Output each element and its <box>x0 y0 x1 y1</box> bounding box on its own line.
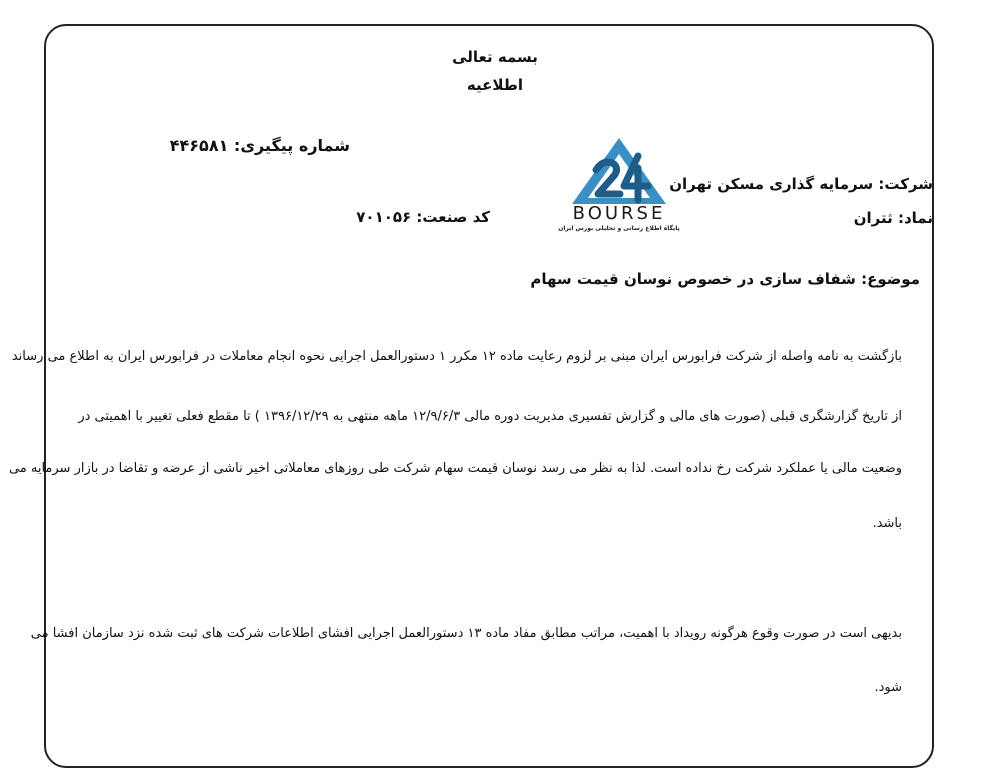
logo-wordmark: BOURSE <box>572 203 666 224</box>
body-line: باشد. <box>872 516 902 531</box>
body-line: بدیهی است در صورت وقوع هرگونه رویداد با اهمیت، مراتب مطابق مفاد ماده ۱۳ دستورالعمل اجرایی افشای اطلاعات شرکت های ثبت شده نزد سازمان افشا می <box>30 626 902 641</box>
industry-code: کد صنعت: ۷۰۱۰۵۶ <box>356 208 490 226</box>
logo-tagline: پایگاه اطلاع رسانی و تحلیلی بورس ایران <box>558 225 680 232</box>
body-line: از تاریخ گزارشگری قبلی (صورت های مالی و گزارش تفسیری مدیریت دوره مالی ۱۲/۹/۶/۳ ماهه منتهی به ۱۳۹۶/۱۲/۲۹ ) تا مقطع فعلی تغییر با اهمیتی در <box>78 409 902 424</box>
ticker-symbol: نماد: ثتران <box>853 209 933 227</box>
announcement-heading: اطلاعیه <box>466 76 524 94</box>
body-line: وضعیت مالی یا عملکرد شرکت رخ نداده است. لذا به نظر می رسد نوسان قیمت سهام شرکت طی روزهای معاملاتی اخیر ناشی از عرضه و تقاضا در بازار سرمایه می <box>8 461 902 476</box>
company-name: شرکت: سرمایه گذاری مسکن تهران <box>669 175 933 193</box>
bourse-logo-mark-icon <box>556 134 682 206</box>
tracking-number: شماره پیگیری: ۴۴۶۵۸۱ <box>169 136 350 155</box>
bismillah-heading: بسمه تعالی <box>452 48 538 66</box>
bourse-logo <box>556 134 682 238</box>
subject-line: موضوع: شفاف سازی در خصوص نوسان قیمت سهام <box>530 270 920 288</box>
body-line: بازگشت به نامه واصله از شرکت فرابورس ایران مبنی بر لزوم رعایت ماده ۱۲ مکرر ۱ دستورالعمل اجرایی نحوه انجام معاملات در فرابورس ایران به اطلاع می رساند <box>11 349 902 364</box>
body-line: شود. <box>874 680 902 695</box>
